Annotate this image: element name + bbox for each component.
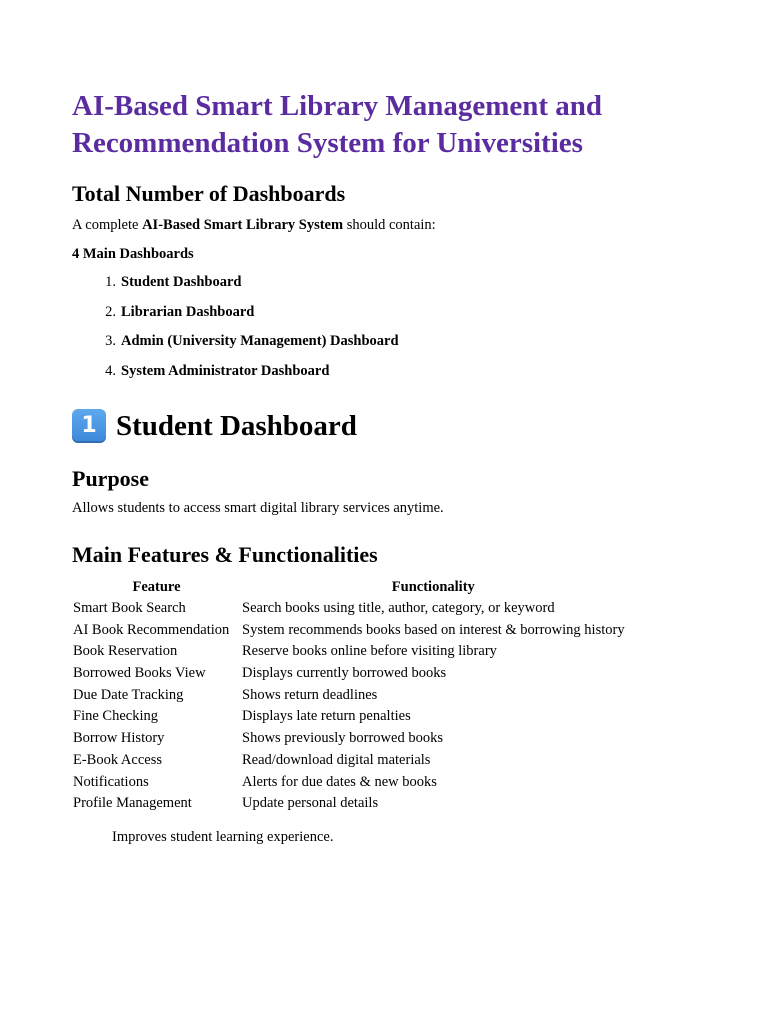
dashboards-intro: A complete AI-Based Smart Library System should contain: (72, 217, 436, 233)
functionality-cell: Update personal details (242, 795, 379, 812)
column-header-functionality: Functionality (391, 578, 475, 595)
table-row (72, 728, 626, 750)
feature-cell: Book Reservation (73, 643, 178, 660)
functionality-cell: Search books using title, author, category, or keyword (242, 600, 555, 616)
table-row (72, 598, 626, 620)
functionality-cell: Displays late return penalties (242, 708, 411, 725)
table-row (72, 641, 626, 663)
table-row (72, 750, 626, 772)
student-dashboard-heading (72, 408, 357, 444)
list-item-label: Admin (University Management) Dashboard (121, 333, 399, 350)
dashboards-count-label: 4 Main Dashboards (72, 246, 194, 262)
keycap-1-icon: 1 (72, 409, 106, 443)
table-row (72, 663, 626, 685)
feature-cell: Fine Checking (73, 708, 158, 725)
feature-cell: Borrowed Books View (73, 665, 206, 682)
feature-cell: E-Book Access (73, 751, 162, 768)
functionality-cell: System recommends books based on interest & borrowing history (242, 621, 625, 638)
list-item-number: 1. (105, 274, 116, 290)
feature-cell: Notifications (73, 773, 149, 790)
feature-cell: Profile Management (73, 795, 192, 812)
features-table (72, 576, 626, 815)
list-item-label: Student Dashboard (121, 274, 242, 290)
functionality-cell: Shows previously borrowed books (242, 730, 443, 747)
feature-cell: Smart Book Search (73, 600, 186, 616)
table-row (72, 620, 626, 642)
list-item (72, 304, 399, 334)
table-row (72, 685, 626, 707)
feature-cell: Due Date Tracking (73, 686, 184, 703)
functionality-cell: Read/download digital materials (242, 751, 431, 768)
list-item (72, 274, 399, 304)
student-footnote: Improves student learning experience. (112, 828, 334, 845)
table-row (72, 706, 626, 728)
student-dashboard-title: Student Dashboard (116, 410, 357, 442)
features-heading: Main Features & Functionalities (72, 542, 378, 567)
purpose-text: Allows students to access smart digital library services anytime. (72, 500, 444, 516)
list-item (72, 333, 399, 363)
functionality-cell: Alerts for due dates & new books (242, 773, 437, 790)
feature-cell: Borrow History (73, 730, 165, 747)
functionality-cell: Displays currently borrowed books (242, 665, 447, 682)
table-row (72, 772, 626, 794)
list-item-label: Librarian Dashboard (121, 303, 255, 320)
functionality-cell: Reserve books online before visiting library (242, 643, 497, 660)
list-item-label: System Administrator Dashboard (121, 363, 330, 380)
functionality-cell: Shows return deadlines (242, 686, 378, 703)
document-title: AI-Based Smart Library Management and Recommendation System for Universities (72, 90, 603, 159)
dashboards-heading: Total Number of Dashboards (72, 181, 346, 206)
table-header-row (72, 576, 626, 598)
feature-cell: AI Book Recommendation (73, 621, 230, 638)
list-item-number: 3. (105, 333, 116, 350)
list-item (72, 363, 399, 393)
column-header-feature: Feature (132, 578, 181, 595)
list-item-number: 2. (105, 303, 116, 320)
list-item-number: 4. (105, 363, 116, 380)
purpose-heading: Purpose (72, 466, 149, 491)
table-row (72, 793, 626, 815)
dashboards-list (72, 274, 399, 393)
